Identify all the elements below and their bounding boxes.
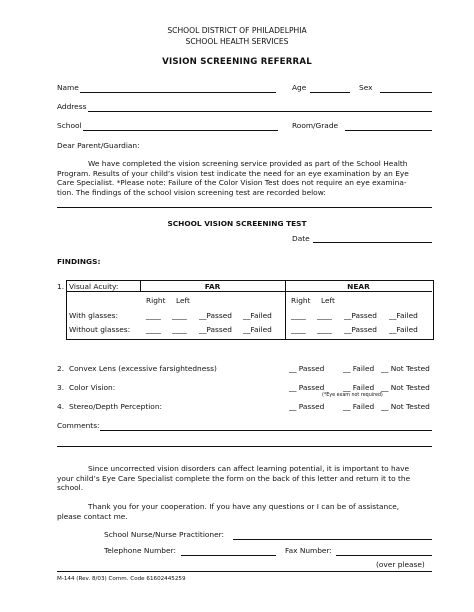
comments-line-2[interactable] <box>57 446 432 447</box>
over-please-note: (over please) <box>376 560 425 569</box>
color-vision-not-tested[interactable]: __ Not Tested <box>381 383 430 392</box>
sex-field[interactable] <box>380 92 432 93</box>
thanks-line-1: Thank you for your cooperation. If you have any questions or I can be of assistance, <box>88 502 400 511</box>
near-right-without-field[interactable]: ____ <box>291 325 306 334</box>
intro-line-2: Program. Results of your child’s vision test indicate the need for an eye examination by an Eye <box>57 168 409 178</box>
comments-line-1[interactable] <box>100 430 432 431</box>
telephone-field[interactable] <box>181 555 276 556</box>
far-left-label: Left <box>176 296 190 305</box>
color-vision-passed[interactable]: __ Passed <box>289 383 325 392</box>
address-field[interactable] <box>88 111 432 112</box>
nurse-label: School Nurse/Nurse Practitioner: <box>104 530 225 539</box>
stereo-depth-passed[interactable]: __ Passed <box>289 402 325 411</box>
convex-lens-label: Convex Lens (excessive farsightedness) <box>69 364 217 373</box>
date-field[interactable] <box>313 242 432 243</box>
nurse-field[interactable] <box>233 539 432 540</box>
convex-lens-passed[interactable]: __ Passed <box>289 364 325 373</box>
closing-line-1: Since uncorrected vision disorders can affect learning potential, it is important to have <box>88 464 410 473</box>
thanks-line-2: please contact me. <box>57 511 128 521</box>
room-grade-label: Room/Grade <box>292 121 339 130</box>
convex-lens-not-tested[interactable]: __ Not Tested <box>381 364 430 373</box>
closing-line-2: your child’s Eye Care Specialist complete the form on the back of this letter and return it to the <box>57 473 411 483</box>
far-without-passed[interactable]: __Passed <box>199 325 232 334</box>
eye-exam-note: (*Eye exam not required) <box>322 393 383 398</box>
far-right-label: Right <box>146 296 166 305</box>
section-divider <box>57 207 432 208</box>
with-glasses-label: With glasses: <box>69 311 118 320</box>
visual-acuity-label: Visual Acuity: <box>69 282 119 291</box>
fax-field[interactable] <box>336 555 432 556</box>
age-label: Age <box>292 83 307 92</box>
far-left-with-field[interactable]: ____ <box>172 311 187 320</box>
sex-label: Sex <box>359 83 373 92</box>
near-left-without-field[interactable]: ____ <box>317 325 332 334</box>
item-number-2: 2. <box>57 364 65 373</box>
near-header: NEAR <box>347 282 370 291</box>
color-vision-label: Color Vision: <box>69 383 116 392</box>
stereo-depth-label: Stereo/Depth Perception: <box>69 402 162 411</box>
near-without-failed[interactable]: __Failed <box>389 325 418 334</box>
near-with-passed[interactable]: __Passed <box>344 311 377 320</box>
item-number-1: 1. <box>57 282 65 291</box>
without-glasses-label: Without glasses: <box>69 325 131 334</box>
form-code: M-144 (Rev. 8/03) Comm. Code 61602445259 <box>57 576 186 582</box>
far-header: FAR <box>204 282 221 291</box>
item-number-4: 4. <box>57 402 65 411</box>
address-label: Address <box>57 102 87 111</box>
date-label: Date <box>292 234 310 243</box>
stereo-depth-not-tested[interactable]: __ Not Tested <box>381 402 430 411</box>
far-with-passed[interactable]: __Passed <box>199 311 232 320</box>
school-label: School <box>57 121 82 130</box>
intro-line-1: We have completed the vision screening service provided as part of the School Health <box>88 159 408 168</box>
near-left-with-field[interactable]: ____ <box>317 311 332 320</box>
intro-line-3: Care Specialist. *Please note: Failure of the Color Vision Test does not require an eye examina- <box>57 178 407 187</box>
name-field[interactable] <box>80 92 276 93</box>
near-with-failed[interactable]: __Failed <box>389 311 418 320</box>
telephone-label: Telephone Number: <box>104 546 176 555</box>
near-right-label: Right <box>291 296 311 305</box>
room-grade-field[interactable] <box>345 130 432 131</box>
convex-lens-failed[interactable]: __ Failed <box>343 364 375 373</box>
age-field[interactable] <box>310 92 350 93</box>
salutation: Dear Parent/Guardian: <box>57 141 140 150</box>
footer-divider <box>57 571 432 572</box>
far-left-without-field[interactable]: ____ <box>172 325 187 334</box>
near-right-with-field[interactable]: ____ <box>291 311 306 320</box>
stereo-depth-failed[interactable]: __ Failed <box>343 402 375 411</box>
district-name: SCHOOL DISTRICT OF PHILADELPHIA <box>167 26 307 35</box>
intro-line-4: tion. The findings of the school vision screening test are recorded below: <box>57 187 326 197</box>
far-with-failed[interactable]: __Failed <box>243 311 272 320</box>
closing-line-3: school. <box>57 483 84 492</box>
test-title: SCHOOL VISION SCREENING TEST <box>167 219 307 228</box>
far-right-with-field[interactable]: ____ <box>146 311 161 320</box>
comments-label: Comments: <box>57 421 100 430</box>
school-field[interactable] <box>83 130 278 131</box>
department-name: SCHOOL HEALTH SERVICES <box>185 37 289 46</box>
fax-label: Fax Number: <box>285 546 332 555</box>
item-number-3: 3. <box>57 383 65 392</box>
color-vision-failed[interactable]: __ Failed <box>343 383 375 392</box>
page-title: VISION SCREENING REFERRAL <box>162 57 312 67</box>
findings-label: FINDINGS: <box>57 257 101 266</box>
far-right-without-field[interactable]: ____ <box>146 325 161 334</box>
near-left-label: Left <box>321 296 335 305</box>
near-without-passed[interactable]: __Passed <box>344 325 377 334</box>
name-label: Name <box>57 83 79 92</box>
far-without-failed[interactable]: __Failed <box>243 325 272 334</box>
